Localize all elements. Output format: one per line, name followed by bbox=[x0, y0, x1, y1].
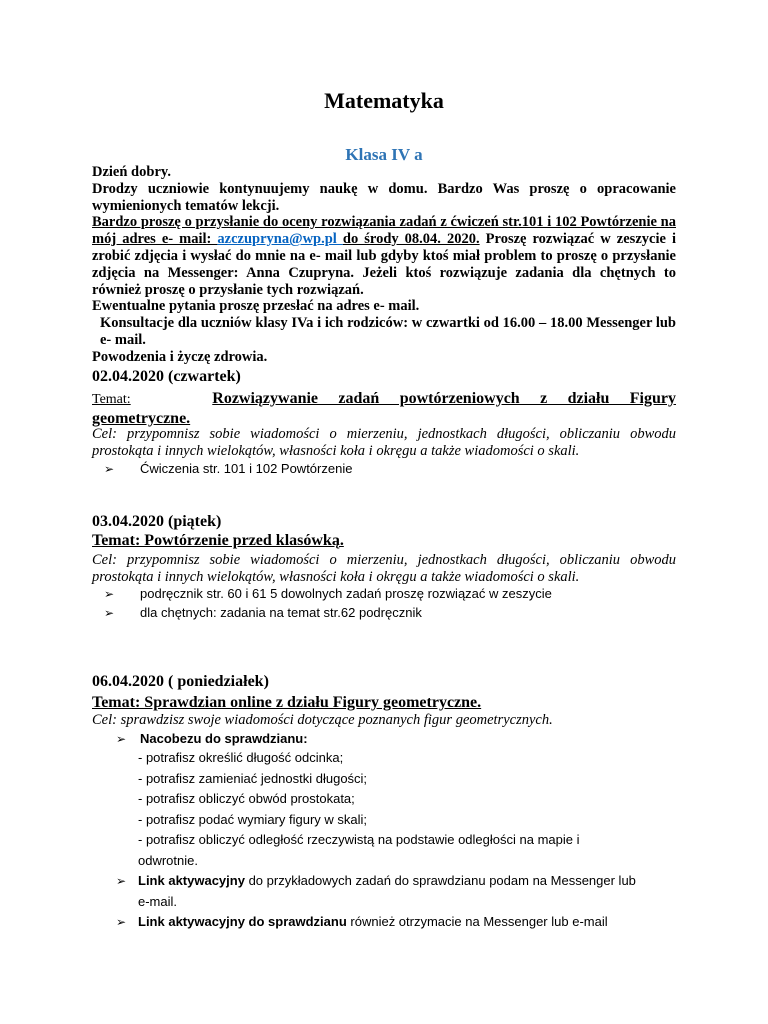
day1-topic bbox=[92, 389, 676, 428]
greeting: Dzień dobry. bbox=[92, 164, 171, 180]
day3-link-info-2 bbox=[116, 912, 700, 933]
email-link[interactable]: azczupryna@wp.pl bbox=[217, 231, 343, 248]
day2-bullet-1-text: podręcznik str. 60 i 61 5 dowolnych zadań proszę rozwiązać w zeszycie bbox=[140, 586, 552, 601]
day1-goal-line2: prostokąta i innych wielokątów, własności koła i okręgu a także wiadomości o skali. bbox=[92, 442, 580, 459]
day1-date: 02.04.2020 (czwartek) bbox=[92, 368, 241, 385]
day2-goal bbox=[92, 552, 676, 585]
arrow-bullet-icon: ➢ bbox=[116, 915, 127, 929]
link2-text: również otrzymacie na Messenger lub e-mail bbox=[346, 914, 608, 929]
submission-instructions: Proszę rozwiązać w zeszycie i zrobić zdjęcia i wysłać do mnie na e- mail lub gdyby ktoś miał problem to proszę o przysłanie zdjęcia na Messenger: Anna Czupryna. Jeżeli ktoś rozwiązuje zadania dla chętnych to również proszę o przysłanie tych rozwiązań. bbox=[92, 231, 676, 298]
submission-request: Bardzo proszę o przysłanie do oceny rozwiązania zadań z ćwiczeń str.101 i 102 Powtórzenie na mój adres e- mail: bbox=[92, 214, 676, 248]
scope-item: - potrafisz obliczyć obwód prostokata; bbox=[138, 791, 355, 806]
scope-item: - potrafisz obliczyć odległość rzeczywistą na podstawie odległości na mapie i bbox=[138, 832, 580, 847]
arrow-bullet-icon: ➢ bbox=[116, 732, 127, 746]
day3-scope-heading bbox=[116, 729, 700, 749]
day2-bullet-2-text: dla chętnych: zadania na temat str.62 podręcznik bbox=[140, 605, 422, 620]
day3-goal: Cel: sprawdzisz swoje wiadomości dotyczące poznanych figur geometrycznych. bbox=[92, 712, 553, 728]
intro-paragraph-2 bbox=[92, 214, 676, 298]
arrow-bullet-icon: ➢ bbox=[104, 606, 115, 620]
arrow-bullet-icon: ➢ bbox=[116, 874, 127, 888]
link1-cont: e-mail. bbox=[138, 893, 178, 909]
day1-bullet-text: Ćwiczenia str. 101 i 102 Powtórzenie bbox=[140, 461, 353, 476]
scope-item: odwrotnie. bbox=[138, 852, 198, 868]
deadline: do środy 08.04. 2020. bbox=[342, 231, 480, 248]
day2-goal-line2: prostokąta i innych wielokątów, własności koła i okręgu a także wiadomości o skali. bbox=[92, 568, 580, 585]
day2-goal-line1: Cel: przypomnisz sobie wiadomości o mierzeniu, jednostkach długości, obliczaniu obwodu bbox=[92, 552, 676, 568]
day2-bullet-1 bbox=[104, 584, 700, 604]
link2-bold: Link aktywacyjny do sprawdzianu bbox=[138, 914, 347, 929]
day3-date: 06.04.2020 ( poniedziałek) bbox=[92, 673, 269, 690]
arrow-bullet-icon: ➢ bbox=[104, 587, 115, 601]
scope-heading-text: Nacobezu do sprawdzianu: bbox=[140, 731, 308, 746]
intro-paragraph-4: Konsultacje dla uczniów klasy IVa i ich rodziców: w czwartki od 16.00 – 18.00 Messenger lub e- mail. bbox=[100, 315, 676, 348]
scope-item: - potrafisz określić długość odcinka; bbox=[138, 750, 344, 765]
day2-topic bbox=[92, 531, 344, 550]
intro-paragraph-5: Powodzenia i życzę zdrowia. bbox=[92, 348, 268, 365]
intro-paragraph-1: Drodzy uczniowie kontynuujemy naukę w domu. Bardzo Was proszę o opracowanie wymienionych tematów lekcji. bbox=[92, 180, 676, 214]
day2-bullet-2 bbox=[104, 603, 700, 623]
scope-item: - potrafisz podać wymiary figury w skali; bbox=[138, 811, 368, 827]
day3-link-info-1 bbox=[116, 871, 700, 912]
day2-topic-text: Temat: Powtórzenie przed klasówką. bbox=[92, 532, 344, 549]
day1-goal-line1: Cel: przypomnisz sobie wiadomości o mierzeniu, jednostkach długości, obliczaniu obwodu bbox=[92, 426, 676, 442]
scope-list bbox=[138, 748, 678, 871]
arrow-bullet-icon: ➢ bbox=[104, 462, 115, 476]
class-subtitle: Klasa IV a bbox=[345, 145, 423, 164]
document-title: Matematyka bbox=[324, 88, 444, 113]
link1-bold: Link aktywacyjny bbox=[138, 873, 245, 888]
day1-topic-line2: geometryczne. bbox=[92, 410, 191, 427]
day1-bullet bbox=[104, 459, 700, 479]
day1-goal bbox=[92, 426, 676, 459]
intro-paragraph-3: Ewentualne pytania proszę przesłać na adres e- mail. bbox=[92, 298, 420, 315]
day3-topic bbox=[92, 693, 481, 712]
link1-text: do przykładowych zadań do sprawdzianu podam na Messenger lub bbox=[244, 873, 636, 888]
day1-topic-line1: Rozwiązywanie zadań powtórzeniowych z działu Figury bbox=[212, 390, 677, 407]
day3-topic-text: Temat: Sprawdzian online z działu Figury geometryczne. bbox=[92, 694, 482, 711]
scope-item: - potrafisz zamieniać jednostki długości; bbox=[138, 770, 368, 786]
intro-section bbox=[92, 164, 676, 366]
day1-topic-label: Temat: bbox=[92, 392, 131, 407]
day2-date: 03.04.2020 (piątek) bbox=[92, 513, 222, 530]
